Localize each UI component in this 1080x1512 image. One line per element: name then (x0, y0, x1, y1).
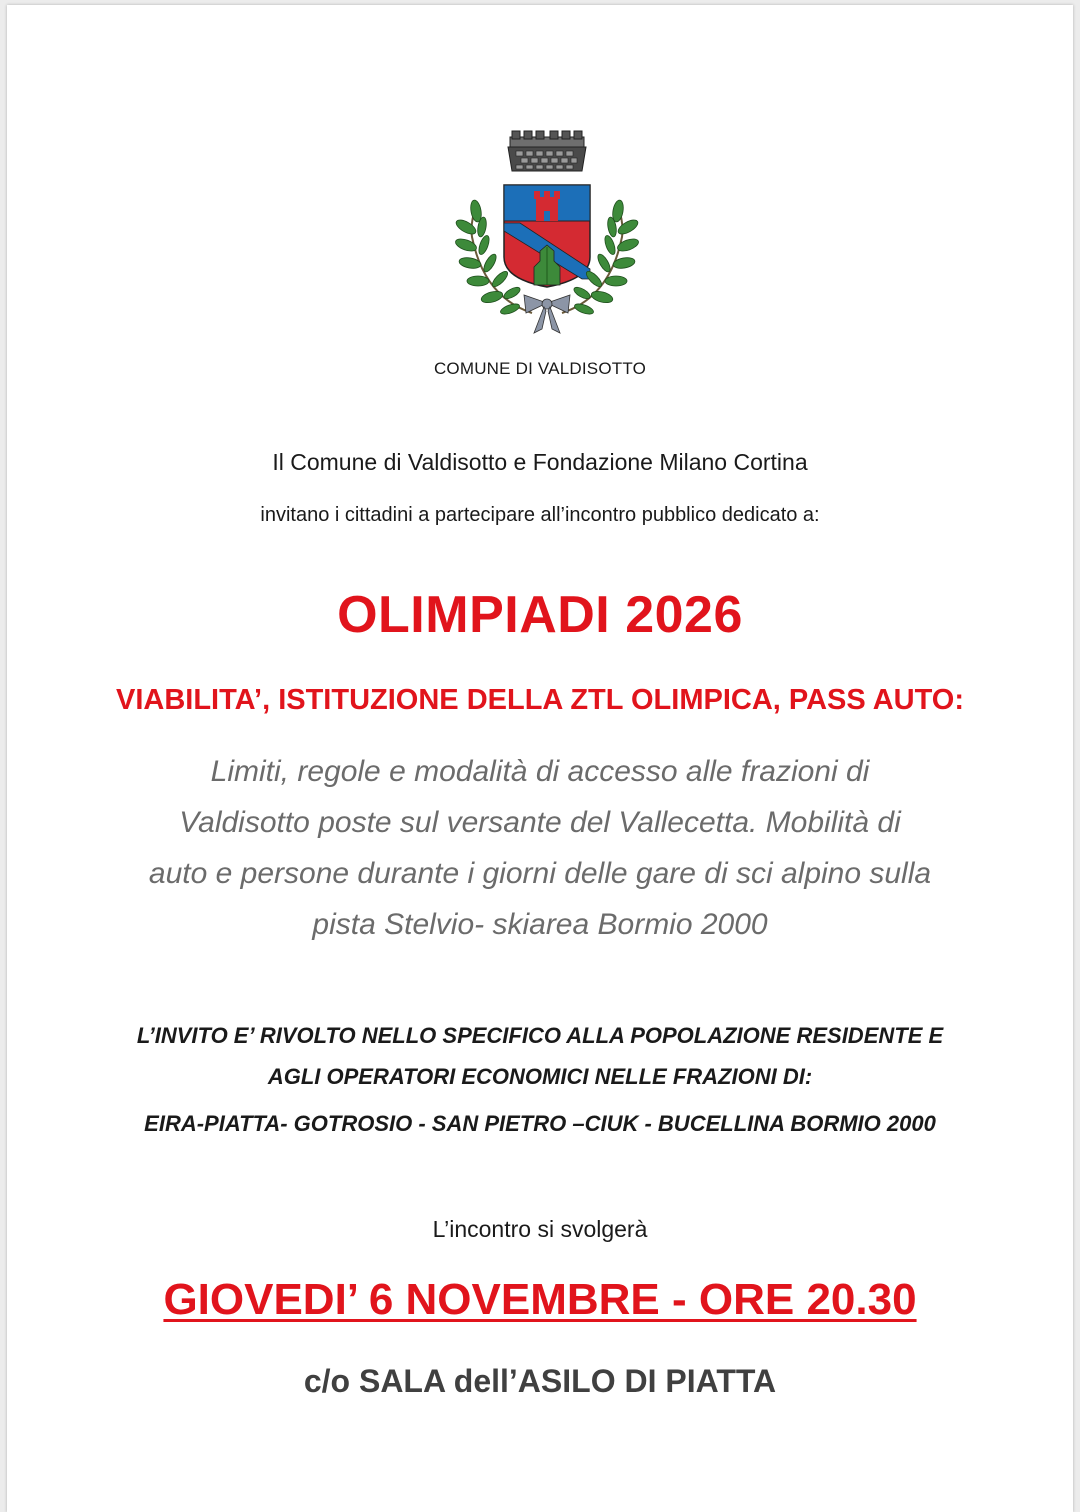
description-line: pista Stelvio- skiarea Bormio 2000 (312, 908, 768, 941)
event-venue: c/o SALA dell’ASILO DI PIATTA (303, 1363, 777, 1399)
intro-invitation: invitano i cittadini a partecipare all’incontro pubblico dedicato a: (260, 504, 820, 526)
event-datetime: GIOVEDI’ 6 NOVEMBRE - ORE 20.30 (163, 1275, 917, 1324)
event-subtitle: VIABILITA’, ISTITUZIONE DELLA ZTL OLIMPICA, PASS AUTO: (116, 684, 964, 716)
intro-organizers: Il Comune di Valdisotto e Fondazione Milano Cortina (272, 449, 808, 475)
audience-line: AGLI OPERATORI ECONOMICI NELLE FRAZIONI DI: (267, 1064, 813, 1089)
description-line: auto e persone durante i giorni delle gare di sci alpino sulla (148, 857, 932, 890)
poster-page (7, 5, 1073, 1512)
schedule-lead: L’incontro si svolgerà (432, 1216, 648, 1242)
audience-line: L’INVITO E’ RIVOLTO NELLO SPECIFICO ALLA POPOLAZIONE RESIDENTE E (136, 1023, 944, 1048)
description-line: Limiti, regole e modalità di accesso alle frazioni di (210, 755, 870, 788)
audience-notice (47, 1015, 1033, 1097)
event-description (87, 746, 993, 950)
municipality-name: COMUNE DI VALDISOTTO (433, 359, 647, 378)
description-line: Valdisotto poste sul versante del Vallecetta. Mobilità di (179, 806, 901, 839)
shield-icon (504, 185, 590, 287)
municipal-coat-of-arms-icon (454, 127, 640, 339)
frazioni-list: EIRA-PIATTA- GOTROSIO - SAN PIETRO –CIUK - BUCELLINA BORMIO 2000 (144, 1111, 936, 1136)
crown-icon (508, 131, 586, 171)
event-title: OLIMPIADI 2026 (337, 586, 743, 644)
ribbon-icon (524, 295, 570, 333)
